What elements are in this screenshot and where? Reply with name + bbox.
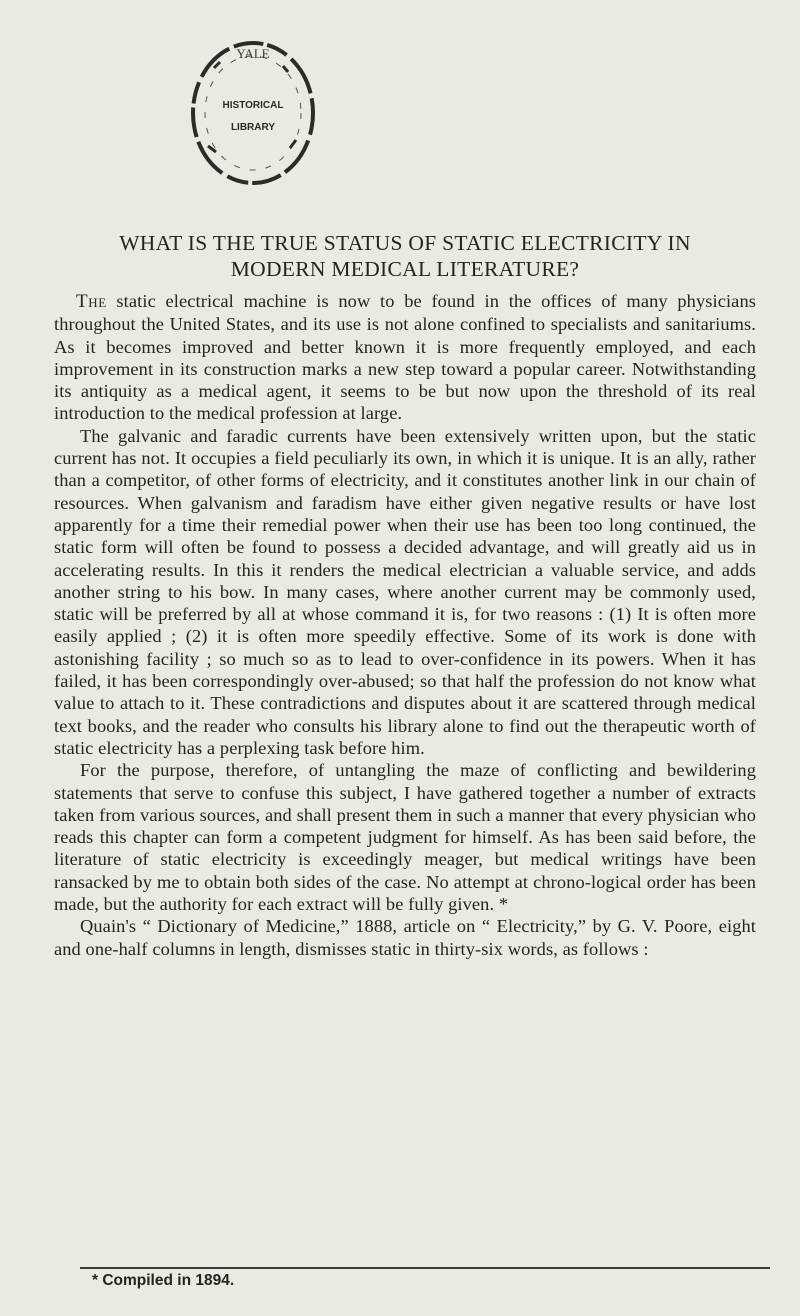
body-text bbox=[54, 290, 756, 960]
paragraph-3: For the purpose, therefore, of untangling the maze of conflicting and bewildering statements that serve to confuse this subject, I have gathered together a number of extracts taken from various sources, and shall present them in such a manner that every physician who reads this chapter can form a competent judgment for himself. As has been said before, the literature of static electricity is exceedingly meager, but medical writings have been ransacked by me to obtain both sides of the case. No attempt at chrono-logical order has been made, but the authority for each extract will be fully given. * bbox=[54, 760, 756, 915]
paragraph-1-text: static electrical machine is now to be found in the offices of many physicians throughout the United States, and its use is not alone confined to specialists and sanitariums. As it becomes improved and better known it is more frequently employed, and each improvement in its construction marks a new step toward a popular career. Notwithstanding its antiquity as a medical agent, it seems to be but now upon the threshold of its real introduction to the medical profession at large. bbox=[54, 291, 756, 424]
paragraph-1 bbox=[54, 290, 756, 425]
chapter-heading-line-1: WHAT IS THE TRUE STATUS OF STATIC ELECTRICITY IN bbox=[119, 231, 691, 255]
paragraph-2: The galvanic and faradic currents have been extensively written upon, but the static current has not. It occupies a field peculiarly its own, in which it is unique. It is an ally, rather than a competitor, of other forms of electricity, and it constitutes another link in our chain of resources. When galvanism and faradism have either given negative results or have lost apparently for a time their remedial power when their use has been too long continued, the static form will often be found to possess a decided advantage, and will greatly aid us in accelerating results. In this it renders the medical electrician a valuable service, and adds another string to his bow. In many cases, where another current may be commonly used, static will be preferred by all at whose command it is, for two reasons : (1) It is often more easily applied ; (2) it is often more speedily effective. Some of its work is done with astonishing facility ; so much so as to lead to over-confidence in its powers. When it has failed, it has been correspondingly over-abused; so that half the profession do not know what value to attach to it. These contradictions and disputes about it are scattered through medical text books, and the reader who consults his library alone to find out the therapeutic worth of static electricity has a perplexing task before him. bbox=[54, 425, 756, 758]
library-stamp bbox=[188, 38, 318, 188]
library-stamp-icon bbox=[188, 38, 318, 188]
stamp-ring-text: YALE bbox=[236, 46, 270, 61]
paragraph-4: Quain's “ Dictionary of Medicine,” 1888, article on “ Electricity,” by G. V. Poore, eight and one-half columns in length, dismisses static in thirty-six words, as follows : bbox=[54, 916, 756, 959]
footnote-divider bbox=[80, 1267, 770, 1269]
chapter-heading-line-2: MODERN MEDICAL LITERATURE? bbox=[230, 257, 580, 281]
stamp-line-2: LIBRARY bbox=[230, 122, 276, 133]
paragraph-1-lead: The bbox=[76, 291, 107, 312]
stamp-line-1: HISTORICAL bbox=[222, 100, 284, 111]
chapter-heading bbox=[40, 230, 770, 282]
footnote: * Compiled in 1894. bbox=[92, 1272, 235, 1289]
